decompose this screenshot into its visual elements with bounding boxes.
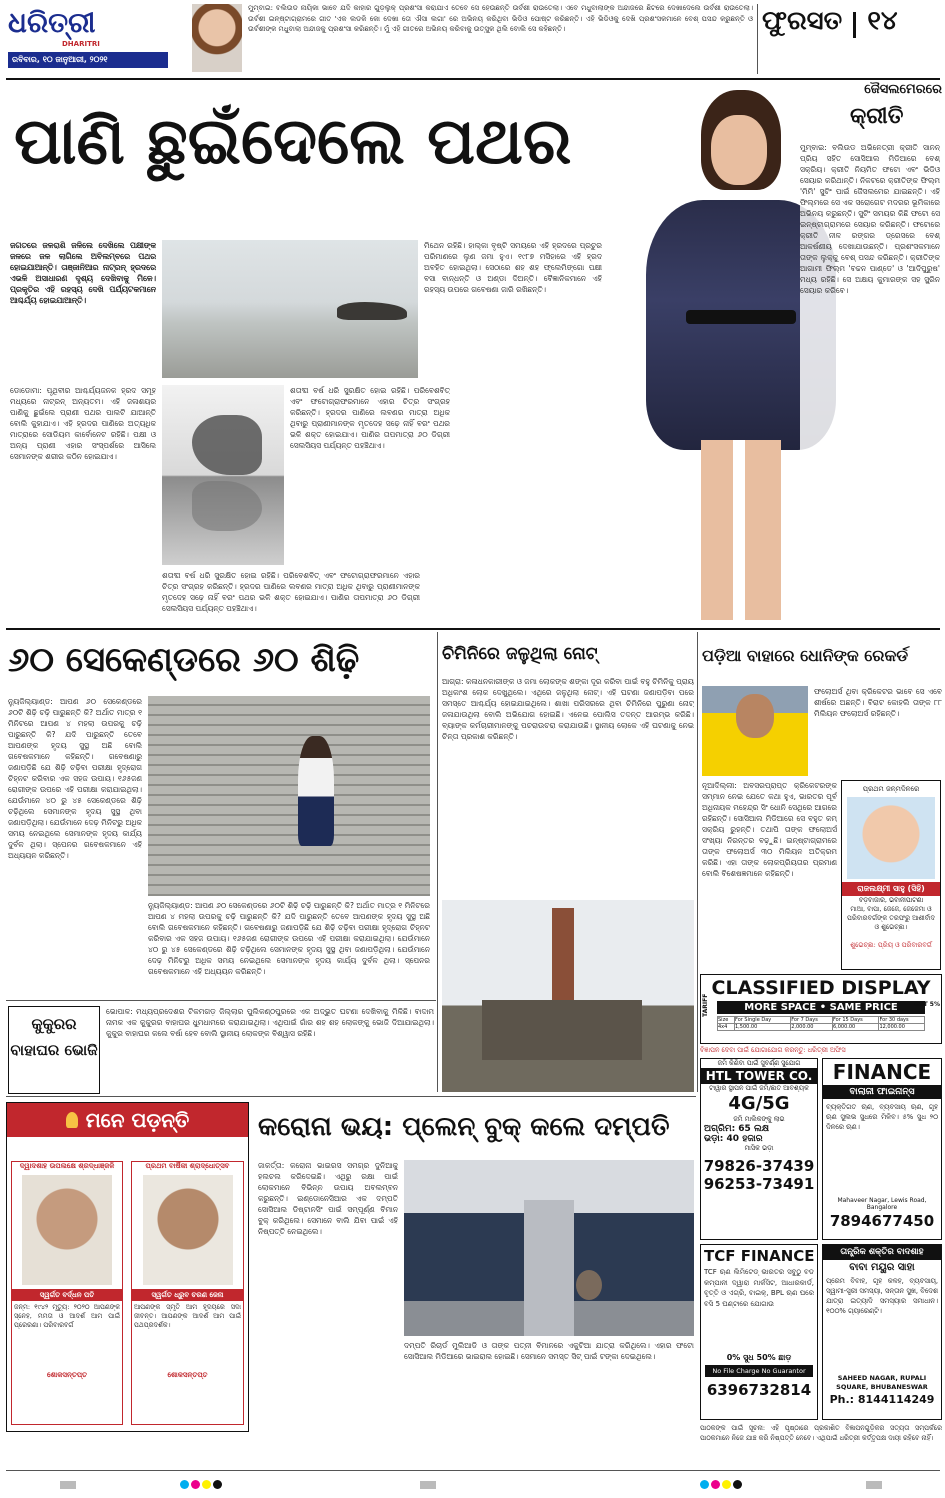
- dog-rule: [6, 1000, 436, 1001]
- magenta-dot-2: [711, 1480, 720, 1489]
- kriti-kicker: ଜୈସଲମେରରେ: [864, 82, 942, 97]
- classified-note: ବିଜ୍ଞାପନ ଦେବା ପାଇଁ ଯୋଗାଯୋଗ କରନ୍ତୁ: ଧରିତ୍ରୀ ଅଫିସ: [700, 1046, 846, 1054]
- stairs-body-b: ନ୍ୟୁଜିଲ୍ୟାଣ୍ଡ: ଆପଣ ୬୦ ସେକେଣ୍ଡରେ ୬୦ଟି ଶିଢ଼ି ଚଢ଼ି ପାରୁଛନ୍ତି କି? ଅର୍ଥାତ ମାତ୍ର ୧ ମିନିଟରେ ଆପଣ ୪ ମହଲା ଉପରକୁ ଚଢ଼ି ପାରୁଛନ୍ତି କି? ଯଦି ପାରୁଛନ୍ତି ତେବେ ଆପଣଙ୍କ ହୃଦୟ ସୁସ୍ଥ ଅଛି ବୋଲି ଗବେଷକମାନେ କହିଛନ୍ତି। ଗବେଷଣାରୁ ଜଣାପଡ଼ିଛି ଯେ ଶିଢ଼ି ଚଢ଼ିବା ପରୀକ୍ଷା ହୃଦ୍‌ରୋଗ ଚିହ୍ନଟ କରିବାର ଏକ ସହଜ ଉପାୟ। ୧୬୫ଜଣ ରୋଗୀଙ୍କ ଉପରେ ଏହି ପରୀକ୍ଷା କରାଯାଇଥିଲା। ଯେଉଁମାନେ ୪୦ ରୁ ୪୫ ସେକେଣ୍ଡରେ ଶିଢ଼ି ଚଢ଼ିଥିଲେ ସେମାନଙ୍କ ହୃଦୟ ସୁସ୍ଥ ଥିବା ଜଣାପଡ଼ିଥିଲା। ଯେଉଁମାନେ ଦେଢ଼ ମିନିଟରୁ ଅଧିକ ସମୟ ନେଇଥିଲେ ସେମାନଙ୍କ ହୃଦୟ କାର୍ଯ୍ୟ ଦୁର୍ବଳ ଥିଲା। ସ୍ପେନର ଗବେଷକମାନେ ଏହି ଅଧ୍ୟୟନ କରିଛନ୍ତି।: [148, 901, 430, 976]
- tariff-cell: 6,000.00: [832, 1024, 879, 1031]
- lead-intro: ଜଗତରେ ଜଳରାଶି ଜଳିଲେ ଦେଖିଲେ ପକ୍ଷୀଙ୍କ ଜଳରେ ଜଳ ଲାଗିଲେ ଅବିଲମ୍ବରେ ପଥର ହୋଇଯାଆନ୍ତି। ତାଞ୍ଜାନିଆର ନାଟ୍ରନ୍ ହ୍ରଦରେ ଏଭଳି ଅସାଧାରଣ ଦୃଶ୍ୟ ଦେଖିବାକୁ ମିଳେ। ପ୍ରକୃତିର ଏହି ରହସ୍ୟ ଦେଖି ପର୍ଯ୍ୟଟକମାନେ ଆଶ୍ଚର୍ଯ୍ୟ ହୋଇଯାଆନ୍ତି।: [10, 241, 156, 305]
- lead-body-2b: ଶତାବ୍ଦୀ ବର୍ଷ ଧରି ସୁରକ୍ଷିତ ହୋଇ ରହିଛି। ପରିବେଶବିତ୍ ଏବଂ ଫଟୋଗ୍ରାଫରମାନେ ଏହାର ଚିତ୍ର ସଂଗ୍ରହ କରିଛନ୍ତି। ହ୍ରଦର ପାଣିରେ ଲବଣର ମାତ୍ରା ଅଧିକ ଥିବାରୁ ପ୍ରାଣୀମାନଙ୍କ ମୃତଦେହ ସଢ଼େ ନାହିଁ ବରଂ ପଥର ଭଳି ଶକ୍ତ ହୋଇଯାଏ। ପାଣିର ତାପମାତ୍ରା ୬୦ ଡିଗ୍ରୀ ସେଲସିୟସ ପର୍ଯ୍ୟନ୍ତ ପହଞ୍ଚିଥାଏ।: [162, 571, 420, 613]
- obit-right-body: ଆପଣଙ୍କ ସ୍ମୃତି ଆମ ହୃଦୟରେ ସଦା ଜୀବନ୍ତ। ଆପଣଙ୍କ ଆଦର୍ଶ ଆମ ପାଇଁ ପଥପ୍ରଦର୍ଶକ।: [134, 1303, 241, 1329]
- logo-text: ଧରିତ୍ରୀ: [8, 6, 96, 39]
- htl-phone-1: 79826-37439: [703, 1157, 815, 1175]
- kriti-body: ମୁମ୍ବାଇ: ବଲିଉଡ ଅଭିନେତ୍ରୀ କ୍ରୀତି ସାନନ୍ ପ୍ରିୟ ସହିତ ସୋସିଆଲ ମିଡିଆରେ ବେଶ୍ ସକ୍ରିୟ। କ୍ରୀତି ନିୟମିତ ଫଟୋ ଏବଂ ଭିଡିଓ ସେୟାର କରିଥାନ୍ତି। ନିକଟରେ କ୍ରୀତିଙ୍କ ଫିଲ୍ମ 'ମିମି' ସୁଟିଂ ପାଇଁ ଜୈସଲମେର ଯାଇଛନ୍ତି। ଏହି ଫିଲ୍ମରେ ସେ ଏକ ସରୋଗେଟ ମଦରର ଭୂମିକାରେ ଅଭିନୟ କରୁଛନ୍ତି। ସୁଟିଂ ସମୟର କିଛି ଫଟୋ ସେ ଇନ୍‌ଷ୍ଟାଗ୍ରାମରେ ସେୟାର କରିଛନ୍ତି। ଫଟୋରେ କ୍ରୀତି ନୀଳ ରଙ୍ଗର ଡ୍ରେସରେ ବେଶ୍ ଆକର୍ଷଣୀୟ ଦେଖାଯାଉଛନ୍ତି। ପ୍ରଶଂସକମାନେ ତାଙ୍କ ଲୁକ୍‌କୁ ବେଶ୍ ପସନ୍ଦ କରିଛନ୍ତି। କ୍ରୀତିଙ୍କ ଆଗାମୀ ଫିଲ୍ମ 'ବଚ୍ଚନ ପାଣ୍ଡେ' ଓ 'ଆଦିପୁରୁଷ' ମଧ୍ୟ ରହିଛି। ସେ ଅକ୍ଷୟ କୁମାରଙ୍କ ସହ ସ୍କ୍ରିନ ସେୟାର କରିବେ।: [800, 142, 940, 622]
- teaser-text: ମୁମ୍ବାଇ: ବଲିଉଡ ନାୟିକା ଭାବେ ଯଦି କାହାର ଗୁଡ଼ଲୁକ୍ ପ୍ରଶଂସା କରାଯାଏ ତେବେ ସେ ହେଉଛନ୍ତି ଉର୍ବଶୀ ରାଉତେଲା। ଏବେ ମଧୁବାଲାଙ୍କ ଅନ୍ଦାଜରେ ଛିଟରେ ଦେଖାଦେଲେ ଉର୍ବଶୀ ରାଉତେଲା। ଉର୍ବଶୀ ଇନ୍‌ଷ୍ଟାଗ୍ରାମରେ ଗୀତ 'ଏକ ଲଡକି କୋ ଦେଖା ତୋ ଐସା ଲଗା' ରେ ଅଭିନୟ କରିଥିବା ଭିଡିଓ ପୋଷ୍ଟ କରିଛନ୍ତି। ଏହି ଭିଡିଓକୁ ଦେଖି ପ୍ରଶଂସକମାନେ ବେଶ୍ ପସନ୍ଦ କରୁଛନ୍ତି ଓ ଉର୍ବଶୀଙ୍କ ମଧୁବାଲା ଅନ୍ଦାଜକୁ ପ୍ରଶଂସା କରିଛନ୍ତି। ମୁଁ ଏହି ଗୀତରେ ଅଭିନୟ କରିବାକୁ ଉତ୍ସୁକ ଥିଲି ବୋଲି ସେ କହିଛନ୍ତି।: [248, 4, 753, 33]
- chimney-body: ଆଗ୍ରା: କଳାଧନକାରୀଙ୍କ ଓ ଜମା ଲୋକଙ୍କ ଶଙ୍କା ଦୂର କରିବା ପାଇଁ ବହୁ ଚିମିନିକୁ ପ୍ରାୟ ଅଧିକାଂଶ ଲୋକ ଦେଖୁଥିଲେ। ଏଥିରେ ଜଳୁଥିଲା ନୋଟ୍। ଏହି ଘଟଣା ଜଣାପଡ଼ିବା ପରେ ସମସ୍ତେ ଆଶ୍ଚର୍ଯ୍ୟ ହୋଇଯାଇଥିଲେ। ଶାଖା ପରିସରରେ ଥିବା ଚିମିନିରେ ପୁରୁଣା ନୋଟ୍ ଜଳାଯାଉଥିଲା ବୋଲି ଅଭିଯୋଗ ହୋଇଛି। ଏନେଇ ପୋଲିସ ତଦନ୍ତ ଆରମ୍ଭ କରିଛି। ବ୍ୟାଙ୍କ କର୍ମଚାରୀମାନଙ୍କୁ ପଚରାଉଚରା କରାଯାଉଛି। ସ୍ଥାନୀୟ ଲୋକେ ଏହି ଘଟଣାକୁ ନେଇ ଚିନ୍ତା ପ୍ରକାଶ କରିଛନ୍ତି।: [442, 677, 694, 741]
- gst-label: GST 5%: [914, 1001, 940, 1008]
- classified-title: CLASSIFIED DISPLAY: [711, 977, 931, 999]
- chimney-headline: ଚିମିନିରେ ଜଳୁଥିଲା ନୋଟ୍: [442, 644, 598, 664]
- dog-title: କୁକୁରର ବାହାଘର ଭୋଜି: [10, 1015, 98, 1059]
- section-rule-1: [6, 628, 940, 630]
- cyan-dot-2: [700, 1480, 709, 1489]
- lead-body-2: ଶତାବ୍ଦୀ ବର୍ଷ ଧରି ସୁରକ୍ଷିତ ହୋଇ ରହିଛି। ପରିବେଶବିତ୍ ଏବଂ ଫଟୋଗ୍ରାଫରମାନେ ଏହାର ଚିତ୍ର ସଂଗ୍ରହ କରିଛନ୍ତି। ହ୍ରଦର ପାଣିରେ ଲବଣର ମାତ୍ରା ଅଧିକ ଥିବାରୁ ପ୍ରାଣୀମାନଙ୍କ ମୃତଦେହ ସଢ଼େ ନାହିଁ ବରଂ ପଥର ଭଳି ଶକ୍ତ ହୋଇଯାଏ। ପାଣିର ତାପମାତ୍ରା ୬୦ ଡିଗ୍ରୀ ସେଲସିୟସ ପର୍ଯ୍ୟନ୍ତ ପହଞ୍ଚିଥାଏ।: [290, 386, 450, 450]
- birthday-place: ବଡ଼ବାଜାର, ଭବାନୀପାଟଣା: [858, 896, 924, 904]
- htl-line1: ଟାୱାର ସ୍ଥାପନ ପାଇଁ ଜମି/ଛାତ ଆବଶ୍ୟକ: [709, 1084, 809, 1092]
- finance-name: FINANCE: [832, 1060, 932, 1084]
- kriti-legs: [701, 440, 781, 620]
- magenta-dot: [191, 1480, 200, 1489]
- classified-display: [700, 974, 942, 1044]
- lake-flamingo-photo: [162, 240, 418, 378]
- htl-top-line: ଜମି କିଣିବା ପାଇଁ ସୁବର୍ଣ୍ଣ ସୁଯୋଗ: [717, 1059, 801, 1067]
- lead-body-3: ମିଥେନ ରହିଛି। ହାଲ୍‌କା ବୃଷ୍ଟି ସମୟରେ ଏହି ହ୍ରଦରେ ପ୍ରଚୁର ପରିମାଣରେ ଲୁଣ ଜମା ହୁଏ। ୧୯୮୭ ମସିହାରେ ଏହି ହ୍ରଦ ଅବହିତ ହୋଇଥିଲା। ସେଠାରେ ଶହ ଶହ ଫ୍ଲେମିଙ୍ଗୋ ପକ୍ଷୀ ବସା ବାନ୍ଧନ୍ତି ଓ ଅଣ୍ଡା ଦିଅନ୍ତି। ବୈଜ୍ଞାନିକମାନେ ଏହି ରହସ୍ୟ ଉପରେ ଗବେଷଣା ଜାରି ରଖିଛନ୍ତି।: [424, 241, 602, 294]
- tariff-col: For Single Day: [735, 1017, 791, 1024]
- bird-reflection: [192, 481, 262, 531]
- issue-date: ରବିବାର, ୧୦ ଜାନୁଆରୀ, ୨୦୨୧: [12, 55, 108, 64]
- obit-left-name: ସ୍ୱର୍ଗତ ବର୍ଦ୍ଧନ ପତି: [12, 1289, 122, 1301]
- logo: [8, 6, 158, 42]
- baba-name: ବାବା ମୟୁର ସାହା: [849, 1262, 915, 1273]
- passenger-head: [576, 1270, 602, 1300]
- kriti-belt: [686, 310, 796, 324]
- obit-right-photo: [143, 1175, 233, 1285]
- petrified-bird-photo: [162, 385, 284, 565]
- dhoni-photo: [702, 686, 808, 776]
- section-name: ଫୁରସତ: [762, 6, 843, 36]
- stairs-photo: [148, 696, 430, 896]
- cabin-aisle: [524, 1200, 574, 1336]
- obit-right-name: ସ୍ୱର୍ଗତ ଧ୍ରୁବ ଚରଣ ଜେନା: [132, 1289, 243, 1301]
- masthead: [0, 0, 945, 80]
- chimney-base: [482, 1000, 642, 1060]
- obit-left: [11, 1161, 123, 1425]
- birthday-tag: ପ୍ରଥମ ଜନ୍ମଦିନରେ: [862, 785, 920, 793]
- htl-name: HTL TOWER CO.: [701, 1068, 817, 1084]
- baba-ad: [822, 1244, 942, 1420]
- tariff-col: For 30 days: [879, 1017, 925, 1024]
- stairs-body: ନ୍ୟୁଜିଲ୍ୟାଣ୍ଡ: ଆପଣ ୬୦ ସେକେଣ୍ଡରେ ୬୦ଟି ଶିଢ଼ି ଚଢ଼ି ପାରୁଛନ୍ତି କି? ଅର୍ଥାତ ମାତ୍ର ୧ ମିନିଟରେ ଆପଣ ୪ ମହଲା ଉପରକୁ ଚଢ଼ି ପାରୁଛନ୍ତି କି? ଯଦି ପାରୁଛନ୍ତି ତେବେ ଆପଣଙ୍କ ହୃଦୟ ସୁସ୍ଥ ଅଛି ବୋଲି ଗବେଷକମାନେ କହିଛନ୍ତି। ଗବେଷଣାରୁ ଜଣାପଡ଼ିଛି ଯେ ଶିଢ଼ି ଚଢ଼ିବା ପରୀକ୍ଷା ହୃଦ୍‌ରୋଗ ଚିହ୍ନଟ କରିବାର ଏକ ସହଜ ଉପାୟ। ୧୬୫ଜଣ ରୋଗୀଙ୍କ ଉପରେ ଏହି ପରୀକ୍ଷା କରାଯାଇଥିଲା। ଯେଉଁମାନେ ୪୦ ରୁ ୪୫ ସେକେଣ୍ଡରେ ଶିଢ଼ି ଚଢ଼ିଥିଲେ ସେମାନଙ୍କ ହୃଦୟ ସୁସ୍ଥ ଥିବା ଜଣାପଡ଼ିଥିଲା। ଯେଉଁମାନେ ଦେଢ଼ ମିନିଟରୁ ଅଧିକ ସମୟ ନେଇଥିଲେ ସେମାନଙ୍କ ହୃଦୟ କାର୍ଯ୍ୟ ଦୁର୍ବଳ ଥିଲା। ସ୍ପେନର ଗବେଷକମାନେ ଏହି ଅଧ୍ୟୟନ କରିଛନ୍ତି।: [8, 697, 142, 860]
- reg-bar-mid: [420, 1481, 436, 1489]
- dog-body: ଭୋପାଳ: ମଧ୍ୟପ୍ରଦେଶର ଟିକମଗଡ଼ ଜିଲ୍ଲାର ପୁଲିକଣ୍ଠପୁରରେ ଏକ ଅଦ୍ଭୁତ ଘଟଣା ଦେଖିବାକୁ ମିଳିଛି। ବାଦାମ ନାମକ ଏକ କୁକୁରର ବାହାଘର ଧୁମଧାମରେ କରାଯାଇଥିଲା। ଏଥିପାଇଁ ଗାଁର ଶହ ଶହ ଲୋକଙ୍କୁ ଭୋଜି ଦିଆଯାଇଥିଲା। କୁକୁର ବାହାଘର କଲେ ବର୍ଷା ହେବ ବୋଲି ସ୍ଥାନୀୟ ଲୋକଙ୍କ ବିଶ୍ୱାସ ରହିଛି।: [106, 1007, 434, 1038]
- chimney-photo: [442, 900, 694, 1092]
- reader-notice: ପାଠକଙ୍କ ପାଇଁ ସୂଚନା: ଏହି ପୃଷ୍ଠାରେ ପ୍ରକାଶିତ ବିଜ୍ଞାପନଗୁଡ଼ିକର ସତ୍ୟତା ସମ୍ପର୍କରେ ପାଠକମାନେ ନିଜେ ଯାଞ୍ଚ କରି ନିଷ୍ପତ୍ତି ନେବେ। ଏଥିପାଇଁ ଧରିତ୍ରୀ କର୍ତ୍ତୃପକ୍ଷ ଦାୟୀ ରହିବେ ନାହିଁ।: [700, 1424, 942, 1442]
- obit-left-body: ଜନ୍ମ: ୧୯୪୨ ମୃତ୍ୟୁ: ୨୦୨୦ ଆପଣଙ୍କ ସ୍ନେହ, ମମତା ଓ ଆଦର୍ଶ ଆମ ପାଇଁ ପ୍ରେରଣା। ପରିବାରବର୍ଗ: [14, 1303, 120, 1329]
- airplane-cabin-photo: [404, 1160, 694, 1336]
- finance-addr: Mahaveer Nagar, Lewis Road, Bangalore: [837, 1197, 927, 1211]
- baba-phone: Ph.: 8144114249: [829, 1393, 935, 1406]
- reg-bar-left: [60, 1481, 76, 1489]
- birthday-wish: ମାଆ, ବାପା, ଜେଜେ, ଜେଜେମା ଓ ପରିବାରବର୍ଗଙ୍କ ତରଫରୁ ଆଶୀର୍ବାଦ ଓ ଶୁଭେଚ୍ଛା।: [846, 905, 936, 931]
- htl-line4: ଭଡ଼ା: 40 ହଜାର: [704, 1134, 763, 1144]
- tcf-body: TCF ଋଣ ଲିମିଟେଡ୍ ଭାରତର ସବୁଠୁ ବଡ କମ୍ପାନୀ ଦ୍ୱାରା ମାର୍କସିଟ, ଆଧାରକାର୍ଡ, ବୃତ୍ତି ଓ ଏଗ୍ରି, ବାଇକ୍, BPL ଋଣ ଘରେ ବସି 5 ଘଣ୍ଟାରେ ଯୋଗାଉ: [704, 1268, 814, 1308]
- tcf-rate: 0% ସୁଧ 50% ଛାଡ଼: [726, 1353, 792, 1362]
- baba-addr: SAHEED NAGAR, RUPALI SQUARE, BHUBANESWAR: [836, 1374, 928, 1391]
- htl-line2: ଜମି ମାଲିକଙ୍କୁ ଲାଭ: [733, 1115, 785, 1123]
- obituary-title: ମନେ ପଡ଼ନ୍ତି: [85, 1108, 190, 1132]
- teaser-photo: [192, 4, 242, 72]
- tcf-finance-ad: [700, 1244, 818, 1420]
- footer-rule: [6, 1470, 940, 1471]
- tariff-header-row: [718, 1017, 925, 1024]
- obit-left-tag: ଦ୍ୱାଦଶାହ ଉପଲକ୍ଷେ ଶ୍ରଦ୍ଧାଞ୍ଜଳି: [19, 1162, 115, 1170]
- dhoni-face: [736, 694, 774, 738]
- obituary-header: [7, 1103, 248, 1137]
- tariff-col: For 15 Days: [832, 1017, 879, 1024]
- stairs-headline: ୬୦ ସେକେଣ୍ଡରେ ୬୦ ଶିଢ଼ି: [8, 640, 360, 680]
- tariff-cell: 1,500.00: [735, 1024, 791, 1031]
- rock-outcrop: [337, 302, 407, 320]
- dhoni-body: ନୂଆଦିଲ୍ଲୀ: ଅବସରପ୍ରାପ୍ତ କ୍ରିକେଟରଙ୍କ ସମ୍ମାନ ନେଇ ଯେତେ କଥା ହୁଏ, ଭାରତର ପୂର୍ବ ଅଧିନାୟକ ମହେନ୍ଦ୍ର ସିଂ ଧୋନି ସେଥିରେ ଆଗରେ ରହିଛନ୍ତି। ସୋସିଆଲ ମିଡିଆରେ ସେ ବହୁତ କମ୍ ସକ୍ରିୟ ରୁହନ୍ତି। ତଥାପି ତାଙ୍କ ଫଲୋଅର୍ସ ସଂଖ୍ୟା ନିରନ୍ତର ବଢ଼ୁଛି। ଇନ୍‌ଷ୍ଟାଗ୍ରାମରେ ତାଙ୍କ ଫଲୋଅର୍ସ ୩୦ ମିଲିୟନ ଅତିକ୍ରମ କରିଛି। ଏହା ତାଙ୍କ ଲୋକପ୍ରିୟତାର ପ୍ରମାଣ ବୋଲି ବିଶେଷଜ୍ଞମାନେ କହିଛନ୍ତି।: [702, 781, 837, 878]
- masthead-date-bar: [8, 52, 168, 68]
- black-dot: [213, 1480, 222, 1489]
- htl-line3: ଅଗ୍ରିମ: 65 ଲକ୍ଷ: [704, 1124, 770, 1134]
- baba-body: ପ୍ରେମ ବିବାହ, ଗୃହ କଳହ, ବ୍ୟବସାୟ, ସ୍ୱାମୀ-ସ୍ତ୍ରୀ ସମସ୍ୟା, ସନ୍ତାନ ସୁଖ, ବିଦେଶ ଯାତ୍ରା ଇତ୍ୟାଦି ସମସ୍ୟାର ସମାଧାନ। ୧୦୦% ଗ୍ୟାରେଣ୍ଟି।: [826, 1277, 938, 1315]
- yellow-dot: [202, 1480, 211, 1489]
- obit-right: [131, 1161, 244, 1425]
- tcf-name: TCF FINANCE: [704, 1247, 815, 1265]
- page-number: ୧୪: [867, 6, 898, 36]
- tariff-col: Size: [718, 1017, 735, 1024]
- baba-title: ତାନ୍ତ୍ରିକ ଶକ୍ତିର ବାଦଶାହ: [823, 1245, 941, 1260]
- obituary-block: [6, 1102, 249, 1432]
- masthead-divider: [757, 4, 758, 74]
- tariff-cell: 12,000.00: [879, 1024, 925, 1031]
- reg-bar-right: [866, 1481, 882, 1489]
- corona-headline: କରୋନା ଭୟ: ପ୍ଲେନ୍ ବୁକ୍ କଲେ ଦମ୍ପତି: [258, 1112, 670, 1142]
- corona-body-1: ଜାକର୍ତ୍ତା: କରୋନା ଭାଇରସ ସମଗ୍ର ଦୁନିଆକୁ ହଲଚଲ କରିଦେଇଛି। ଏଥିରୁ ରକ୍ଷା ପାଇଁ ଲୋକମାନେ ବିଭିନ୍ନ ଉପାୟ ଅବଲମ୍ବନ କରୁଛନ୍ତି। ଇଣ୍ଡୋନେସିଆର ଏକ ଦମ୍ପତି ସୋସିଆଲ ଡିଷ୍ଟାନସିଂ ପାଇଁ ସମ୍ପୂର୍ଣ୍ଣ ବିମାନ ବୁକ୍ କରିଥିଲେ। ସେମାନେ ବାଲି ଯିବା ପାଇଁ ଏହି ନିଷ୍ପତ୍ତି ନେଇଥିଲେ।: [258, 1161, 398, 1236]
- lead-headline: ପାଣି ଛୁଇଁଦେଲେ ପଥର: [14, 105, 572, 179]
- black-dot-2: [733, 1480, 742, 1489]
- htl-line5: ମାସିକ ଭଡ଼ା: [744, 1144, 774, 1152]
- obit-right-footer: ଶୋକସନ୍ତପ୍ତ: [167, 1371, 208, 1379]
- kriti-name: କ୍ରୀତି: [850, 104, 904, 129]
- birthday-ad: [841, 780, 941, 970]
- yellow-dot-2: [722, 1480, 731, 1489]
- classified-tariff-table: [717, 1016, 925, 1031]
- tariff-cell: 4x4: [718, 1024, 735, 1031]
- baby-photo: [847, 797, 935, 879]
- tcf-note: No File Charge No Guarantor: [705, 1365, 813, 1377]
- htl-phone-2: 96253-73491: [703, 1175, 815, 1193]
- obit-left-footer: ଶୋକସନ୍ତପ୍ତ: [46, 1371, 88, 1379]
- birthday-from: ଶୁଭେଚ୍ଛା: ପ୍ରିୟ ଓ ପରିବାରବର୍ଗ: [850, 941, 932, 949]
- tariff-row: [718, 1024, 925, 1031]
- corona-body-2: ଦମ୍ପତି ରିଚାର୍ଡ ମୁଲିଆଡି ଓ ତାଙ୍କ ପତ୍ନୀ ବିମାନରେ ଏକୁଟିଆ ଯାତ୍ରା କରିଥିଲେ। ଏହାର ଫଟୋ ସୋସିଆଲ ମିଡିଆରେ ଭାଇରାଲ ହୋଇଛି। ସେମାନେ ସମସ୍ତ ସିଟ୍ ପାଇଁ ଟଙ୍କା ଦେଇଥିଲେ।: [404, 1341, 694, 1361]
- classified-sub: MORE SPACE • SAME PRICE: [717, 1001, 925, 1014]
- htl-badge: 4G/5G: [728, 1093, 790, 1114]
- runner-figure: [298, 736, 334, 846]
- registration-marks: [0, 1476, 945, 1498]
- birthday-name: ରାଜଲକ୍ଷ୍ମୀ ସାହୁ (ସିହି): [842, 882, 940, 896]
- finance-ad: [822, 1058, 942, 1240]
- tariff-label: TARIFF: [702, 993, 709, 1017]
- tcf-phone: 6396732814: [706, 1381, 812, 1399]
- obit-rule: [6, 1096, 696, 1097]
- obit-right-tag: ପ୍ରଥମ ବାର୍ଷିକୀ ଶ୍ରାଦ୍ଧୋତ୍ସବ: [145, 1162, 230, 1170]
- htl-tower-ad: [700, 1058, 818, 1240]
- chimney-divider: [697, 632, 698, 1092]
- section-divider: [853, 12, 856, 38]
- stairs-divider: [437, 632, 438, 1092]
- finance-sub: ବାଲାଜୀ ଫାଇନାନ୍ସ: [823, 1085, 941, 1099]
- tariff-col: For 7 Days: [791, 1017, 833, 1024]
- lamp-icon: [66, 1112, 78, 1128]
- dhoni-body-top: ଫଲୋଅର୍ସ ଥିବା କ୍ରିକେଟର ଭାବେ ସେ ଏବେ ଶୀର୍ଷରେ ଅଛନ୍ତି। ବିରାଟ କୋହଲି ତାଙ୍କ ୮୮ ମିଲିୟନ ଫଲୋଅର୍ସ ରହିଛନ୍ତି।: [814, 687, 942, 718]
- finance-phone: 7894677450: [829, 1212, 935, 1230]
- dhoni-headline: ପଡ଼ିଆ ବାହାରେ ଧୋନିଙ୍କ ରେକର୍ଡ: [702, 646, 909, 665]
- finance-body: ବ୍ୟକ୍ତିଗତ ଋଣ, ବ୍ୟବସାୟ ଋଣ, ଗୃହ ଋଣ ସୁଲଭ ସୁଧରେ ମିଳିବ। ୫% ସୁଧ ୨୦ ଦିନରେ ଋଣ।: [826, 1103, 938, 1131]
- lead-body-1: ଡୋଡୋମା: ପୃଥିବୀର ଆଶ୍ଚର୍ଯ୍ୟଜନକ ହ୍ରଦ ସମୂହ ମଧ୍ୟରେ ନାଟ୍ରନ୍ ଅନ୍ୟତମ। ଏହି ଜଳାଶୟର ପାଣିକୁ ଛୁଇଁଲେ ପ୍ରାଣୀ ପଥର ପାଲଟି ଯାଆନ୍ତି ବୋଲି କୁହାଯାଏ। ଏହି ହ୍ରଦର ପାଣିରେ ଅତ୍ୟଧିକ ମାତ୍ରାରେ ସୋଡିୟମ କାର୍ବୋନେଟ ରହିଛି। ପକ୍ଷୀ ଓ ଅନ୍ୟ ପ୍ରାଣୀ ଏହାର ସଂସ୍ପର୍ଶରେ ଆସିଲେ ସେମାନଙ୍କ ଶରୀର କଠିନ ହୋଇଯାଏ।: [10, 386, 156, 461]
- bird-shape: [192, 415, 262, 475]
- tariff-cell: 2,000.00: [791, 1024, 833, 1031]
- logo-sub: DHARITRI: [62, 40, 100, 48]
- dog-title-box: [8, 1006, 100, 1094]
- obit-left-photo: [22, 1175, 112, 1285]
- cyan-dot: [180, 1480, 189, 1489]
- section-label: [762, 6, 942, 50]
- kriti-face: [711, 115, 767, 185]
